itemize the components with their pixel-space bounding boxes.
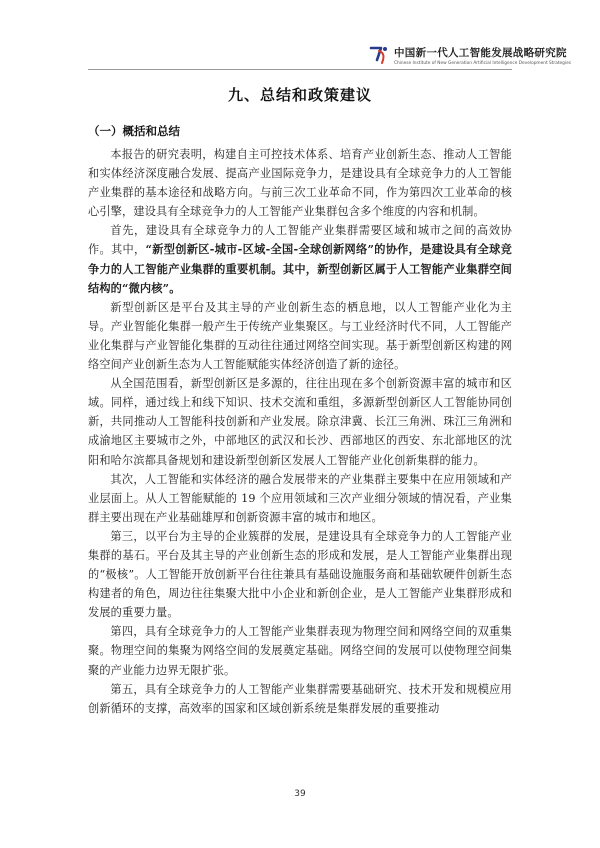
body-paragraph (88, 145, 512, 221)
paragraph-text: 从全国范围看，新型创新区是多源的，往往出现在多个创新资源丰富的城市和区域。同样，通过线上和线下知识、技术交流和重组，多源新型创新区人工智能协同创新，共同推动人工智能科技创新和产业发展。除京津冀、长江三角洲、珠江三角洲和成渝地区主要城市之外，中部地区的武汉和长沙、西部地区的西安、东北部地区的沈阳和哈尔滨都具备规划和建设新型创新区发展人工智能产业化创新集群的能力。 (88, 377, 512, 467)
emphasized-text: “新型创新区-城市-区域-全国-全球创新网络”的协作，是建设具有全球竞争力的人工智能产业集群的重要机制。其中，新型创新区属于人工智能产业集群空间结构的“微内核”。 (88, 242, 512, 295)
body-paragraph (88, 221, 512, 297)
institute-logo (368, 44, 390, 66)
section-heading: （一）概括和总结 (88, 124, 180, 138)
body-paragraph (88, 298, 512, 374)
org-name-en: Chinese Institute of New Generation Artificial Intelligence Development Strategies (394, 61, 571, 66)
body-paragraph (88, 622, 512, 679)
body-text (88, 145, 512, 718)
body-paragraph (88, 527, 512, 622)
header-org-block (394, 45, 571, 66)
page-header (0, 42, 600, 72)
page-number: 39 (294, 789, 306, 799)
paragraph-text: 第五，具有全球竞争力的人工智能产业集群需要基础研究、技术开发和规模应用创新循环的支撑，高效率的国家和区域创新系统是集群发展的重要推动 (88, 682, 512, 715)
header-divider (88, 69, 512, 70)
paragraph-text: 第三，以平台为主导的企业簇群的发展，是建设具有全球竞争力的人工智能产业集群的基石。平台及其主导的产业创新生态的形成和发展，是人工智能产业集群出现的“极核”。人工智能开放创新平台往往兼具有基础设施服务商和基础软硬件创新生态构建者的角色，周边往往集聚大批中小企业和新创企业，是人工智能产业集群形成和发展的重要力量。 (88, 529, 512, 620)
org-name-cn: 中国新一代人工智能发展战略研究院 (394, 47, 567, 59)
paragraph-text: 本报告的研究表明，构建自主可控技术体系、培育产业创新生态、推动人工智能和实体经济深度融合发展、提高产业国际竞争力，是建设具有全球竞争力的人工智能产业集群的基本途径和战略方向。与前三次工业革命不同，作为第四次工业革命的核心引擎，建设具有全球竞争力的人工智能产业集群包含多个维度的内容和机制。 (88, 148, 512, 219)
paragraph-text: 新型创新区是平台及其主导的产业创新生态的栖息地，以人工智能产业化为主导。产业智能化集群一般产生于传统产业集聚区。与工业经济时代不同，人工智能产业化集群与产业智能化集群的互动往往通过网络空间实现。基于新型创新区构建的网络空间产业创新生态为人工智能赋能实体经济创造了新的途径。 (88, 300, 512, 372)
paragraph-text: 首先，建设具有全球竞争力的人工智能产业集群需要区域和城市之间的高效协作。其中， (88, 224, 512, 257)
page-title: 九、总结和政策建议 (227, 86, 372, 104)
paragraph-text: 其次，人工智能和实体经济的融合发展带来的产业集群主要集中在应用领域和产业层面上。从人工智能赋能的 19 个应用领域和三次产业细分领域的情况看，产业集群主要出现在产业基础雄厚和创新资源丰富的城市和地区。 (88, 472, 512, 524)
body-paragraph (88, 680, 512, 718)
paragraph-text: 第四，具有全球竞争力的人工智能产业集群表现为物理空间和网络空间的双重集聚。物理空间的集聚为网络空间的发展奠定基础。网络空间的发展可以使物理空间集聚的产业能力边界无限扩张。 (88, 625, 512, 677)
body-paragraph (88, 374, 512, 469)
body-paragraph (88, 470, 512, 527)
